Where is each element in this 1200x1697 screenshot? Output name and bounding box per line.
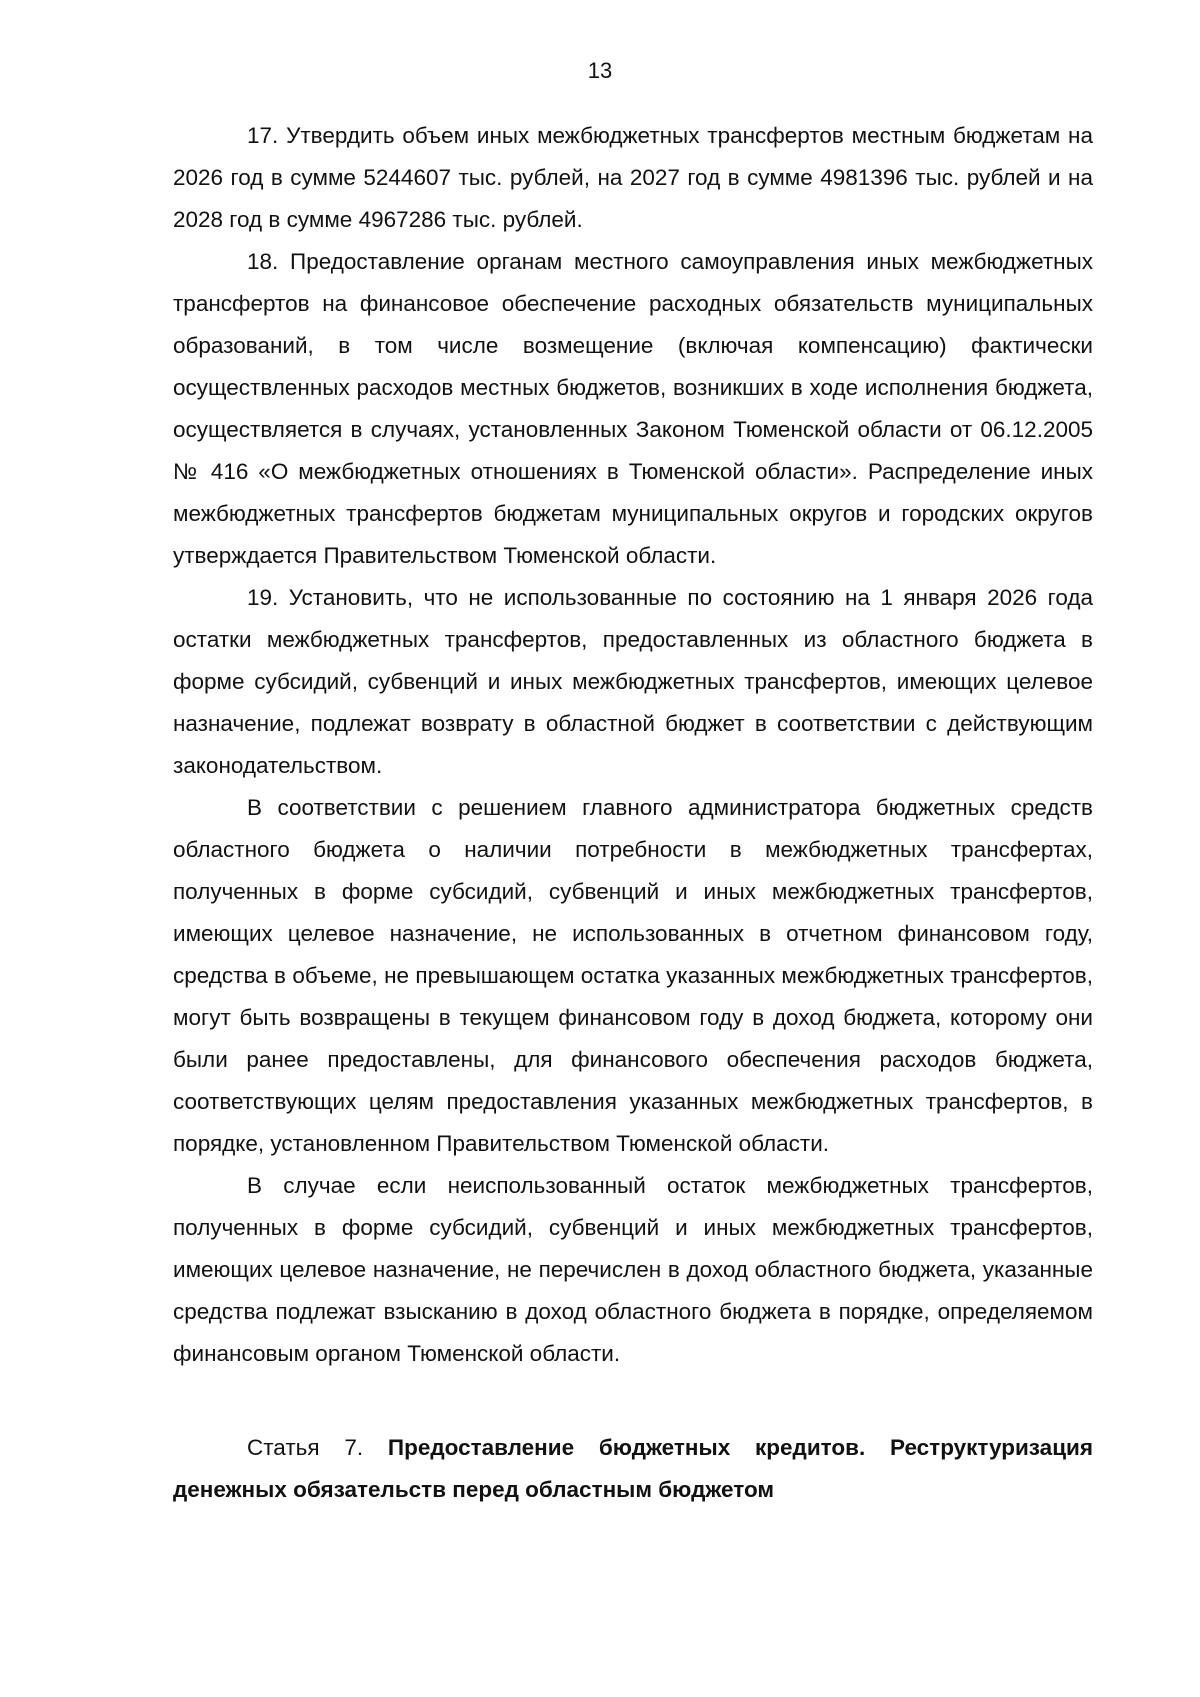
article-7-heading <box>173 1427 1093 1511</box>
paragraph-19-return-decision: В соответствии с решением главного администратора бюджетных средств областного бюджета о наличии потребности в межбюджетных трансфертах, полученных в форме субсидий, субвенций и иных межбюджетных трансфертов, имеющих целевое назначение, не использованных в отчетном финансовом году, средства в объеме, не превышающем остатка указанных межбюджетных трансфертов, могут быть возвращены в текущем финансовом году в доход бюджета, которому они были ранее предоставлены, для финансового обеспечения расходов бюджета, соответствующих целям предоставления указанных межбюджетных трансфертов, в порядке, установленном Правительством Тюменской области. <box>173 795 1093 1156</box>
document-body <box>173 115 1093 1511</box>
paragraph-18: 18. Предоставление органам местного самоуправления иных межбюджетных трансфертов на финансовое обеспечение расходных обязательств муниципальных образований, в том числе возмещение (включая компенсацию) фактически осуществленных расходов местных бюджетов, возникших в ходе исполнения бюджета, осуществляется в случаях, установленных Законом Тюменской области от 06.12.2005 № 416 «О межбюджетных отношениях в Тюменской области». Распределение иных межбюджетных трансфертов бюджетам муниципальных округов и городских округов утверждается Правительством Тюменской области. <box>173 249 1093 568</box>
article-label: Статья 7. <box>247 1435 364 1460</box>
paragraph-17: 17. Утвердить объем иных межбюджетных трансфертов местным бюджетам на 2026 год в сумме 5244607 тыс. рублей, на 2027 год в сумме 4981396 тыс. рублей и на 2028 год в сумме 4967286 тыс. рублей. <box>173 123 1093 232</box>
paragraph-19: 19. Установить, что не использованные по состоянию на 1 января 2026 года остатки межбюджетных трансфертов, предоставленных из областного бюджета в форме субсидий, субвенций и иных межбюджетных трансфертов, имеющих целевое назначение, подлежат возврату в областной бюджет в соответствии с действующим законодательством. <box>173 585 1093 778</box>
paragraph-19-recovery: В случае если неиспользованный остаток межбюджетных трансфертов, полученных в форме субсидий, субвенций и иных межбюджетных трансфертов, имеющих целевое назначение, не перечислен в доход областного бюджета, указанные средства подлежат взысканию в доход областного бюджета в порядке, определяемом финансовым органом Тюменской области. <box>173 1173 1093 1366</box>
article-title: Предоставление бюджетных кредитов. Реструктуризация денежных обязательств перед областным бюджетом <box>173 1435 1093 1502</box>
page-number: 13 <box>587 58 613 83</box>
